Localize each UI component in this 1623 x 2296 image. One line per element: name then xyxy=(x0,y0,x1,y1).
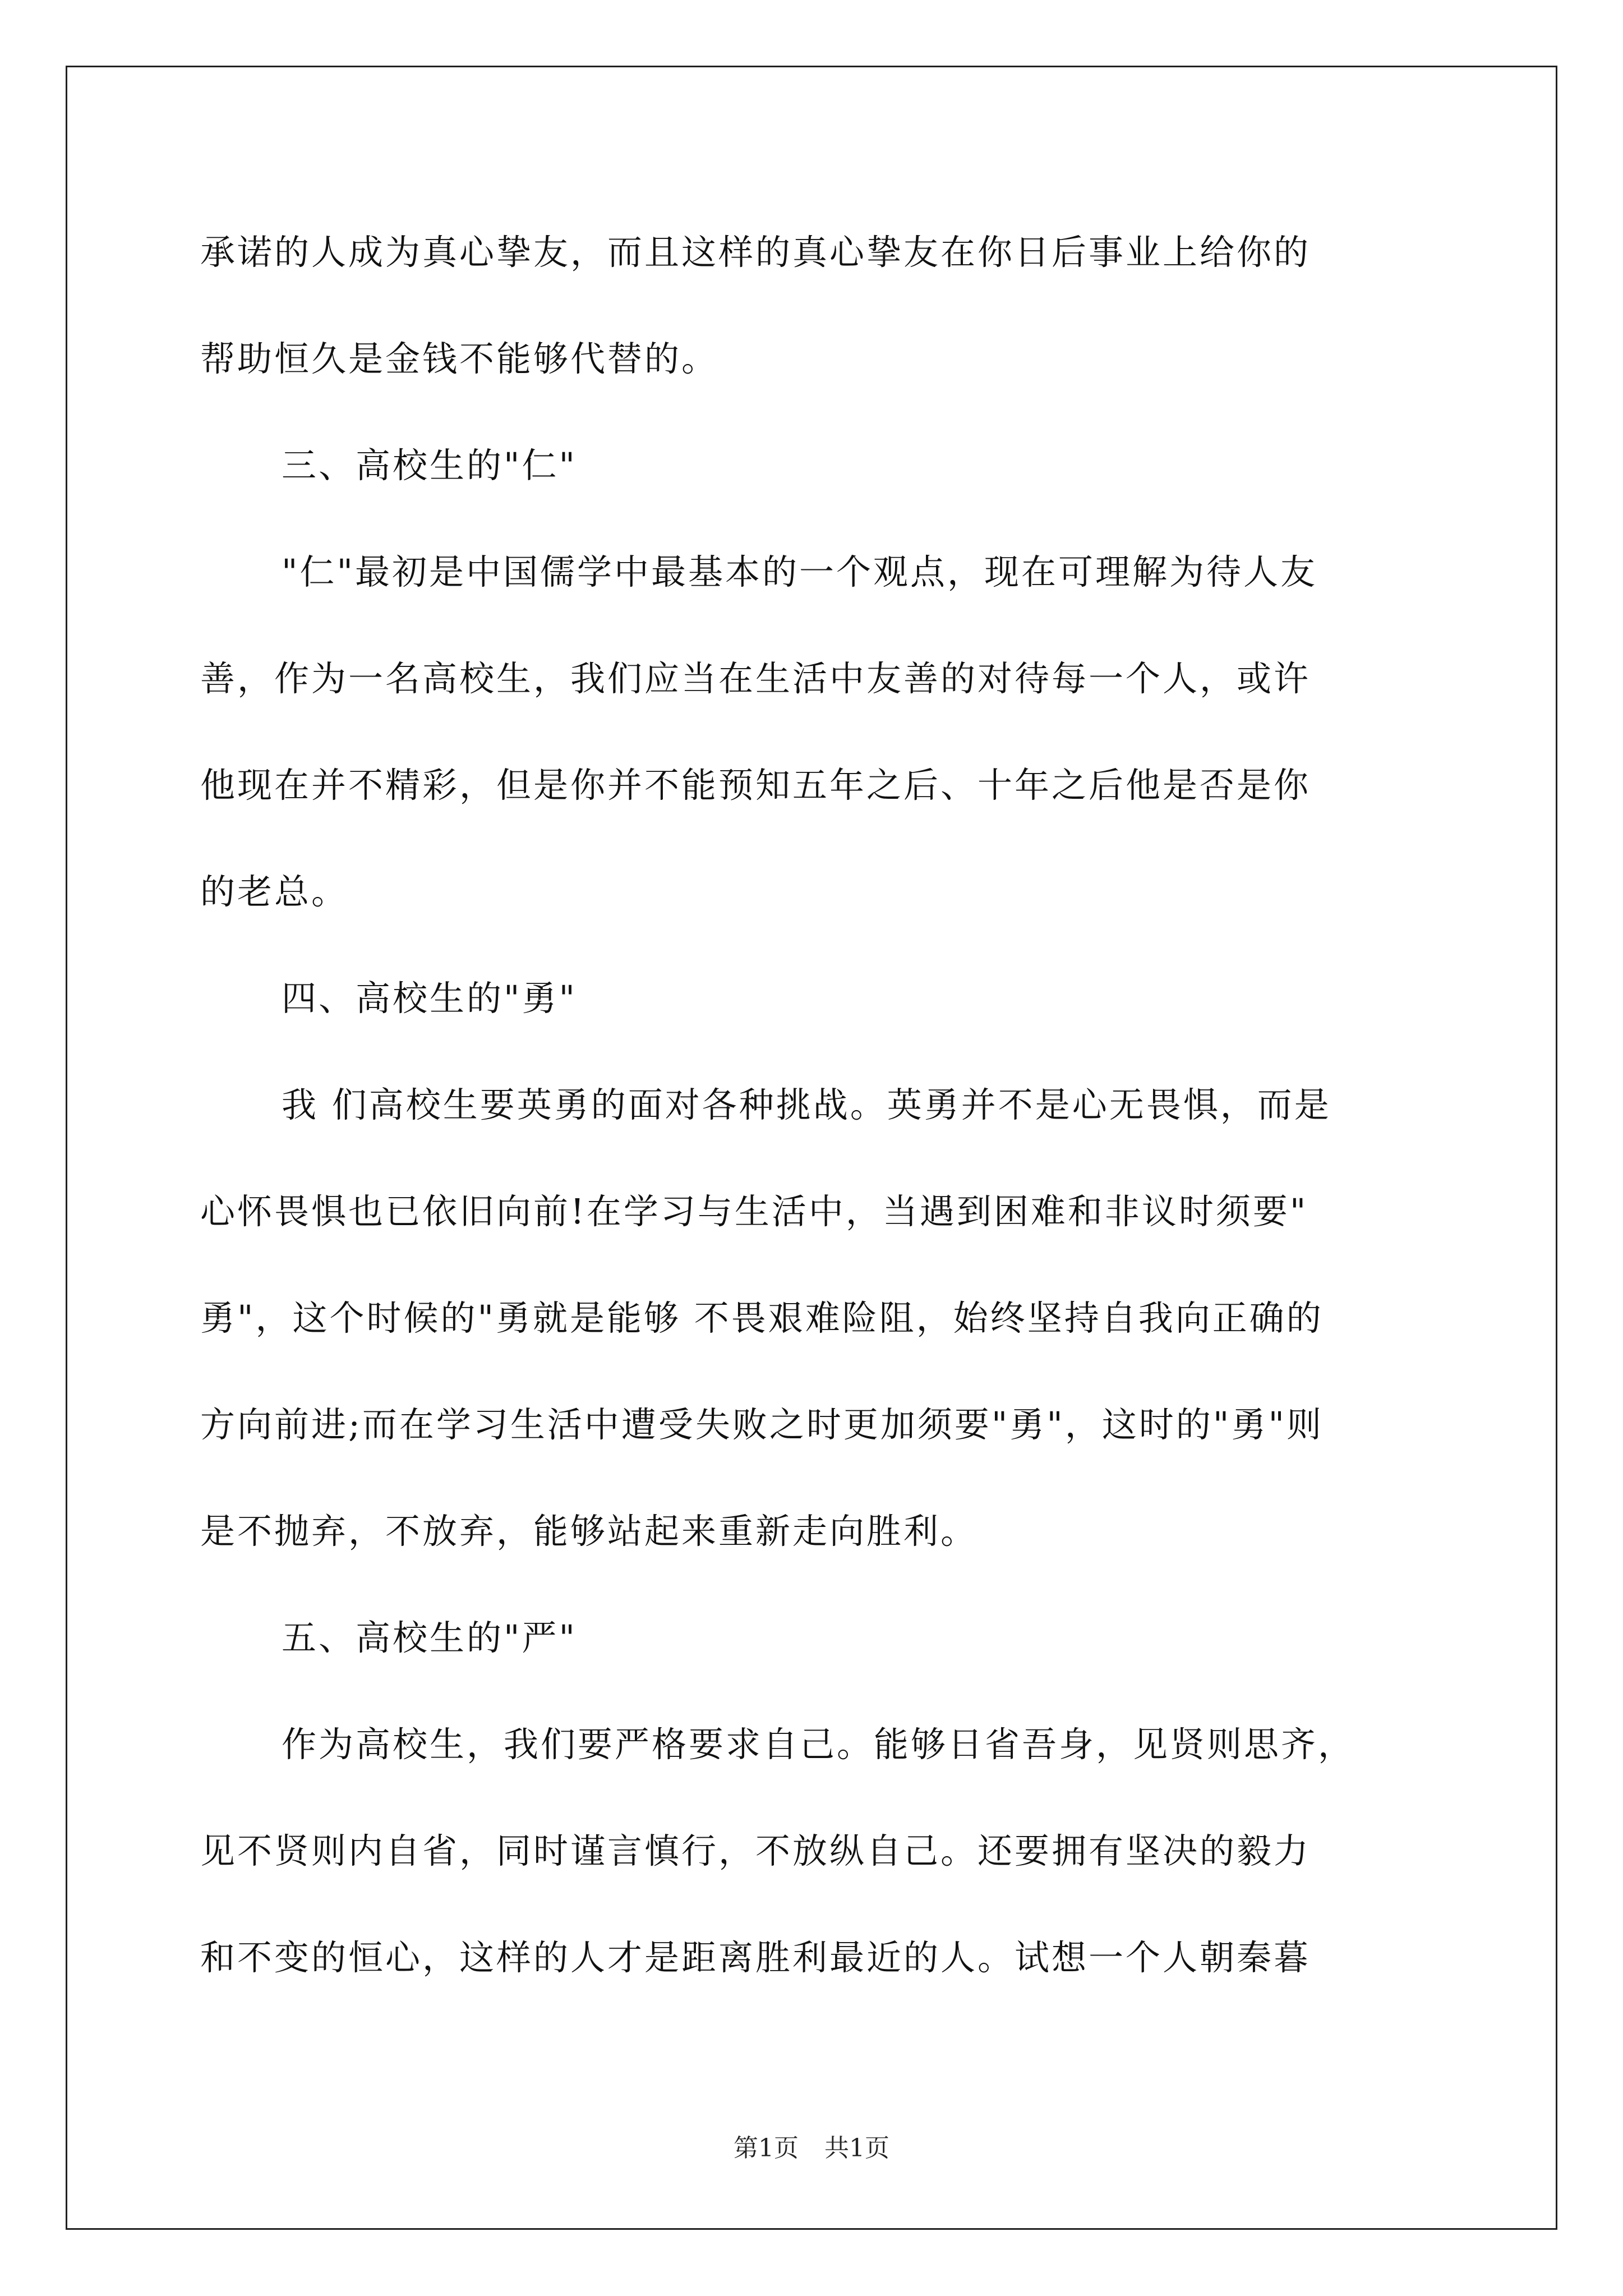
section-heading-yong: 四、高校生的"勇" xyxy=(282,978,578,1019)
page-footer xyxy=(0,2132,1623,2165)
text-line-10: 心怀畏惧也已依旧向前!在学习与生活中，当遇到困难和非议时须要" xyxy=(200,1191,1308,1232)
text-line-7: 的老总。 xyxy=(200,871,349,912)
section-heading-ren: 三、高校生的"仁" xyxy=(282,445,578,486)
text-line-6: 他现在并不精彩，但是你并不能预知五年之后、十年之后他是否是你 xyxy=(200,765,1311,806)
text-line-16: 见不贤则内自省，同时谨言慎行，不放纵自己。还要拥有坚决的毅力 xyxy=(200,1830,1311,1871)
text-line-9: 我 们高校生要英勇的面对各种挑战。英勇并不是心无畏惧，而是 xyxy=(282,1084,1331,1125)
text-line-15: 作为高校生，我们要严格要求自己。能够日省吾身，见贤则思齐， xyxy=(282,1724,1355,1765)
text-line-17: 和不变的恒心，这样的人才是距离胜利最近的人。试想一个人朝秦暮 xyxy=(200,1937,1311,1978)
text-line-13: 是不抛弃，不放弃，能够站起来重新走向胜利。 xyxy=(200,1511,978,1552)
page-number-current: 第1页 xyxy=(734,2134,799,2162)
page-number-total: 共1页 xyxy=(824,2134,889,2162)
text-line-4: "仁"最初是中国儒学中最基本的一个观点，现在可理解为待人友 xyxy=(282,551,1318,592)
text-line-2: 帮助恒久是金钱不能够代替的。 xyxy=(200,338,719,379)
text-line-5: 善，作为一名高校生，我们应当在生活中友善的对待每一个人，或许 xyxy=(200,658,1311,699)
section-heading-yan: 五、高校生的"严" xyxy=(282,1617,578,1658)
text-line-11: 勇"，这个时候的"勇就是能够 不畏艰难险阻，始终坚持自我向正确的 xyxy=(200,1297,1324,1338)
text-line-12: 方向前进;而在学习生活中遭受失败之时更加须要"勇"，这时的"勇"则 xyxy=(200,1404,1324,1445)
text-line-1: 承诺的人成为真心挚友，而且这样的真心挚友在你日后事业上给你的 xyxy=(200,232,1311,273)
page-frame xyxy=(66,66,1557,2230)
